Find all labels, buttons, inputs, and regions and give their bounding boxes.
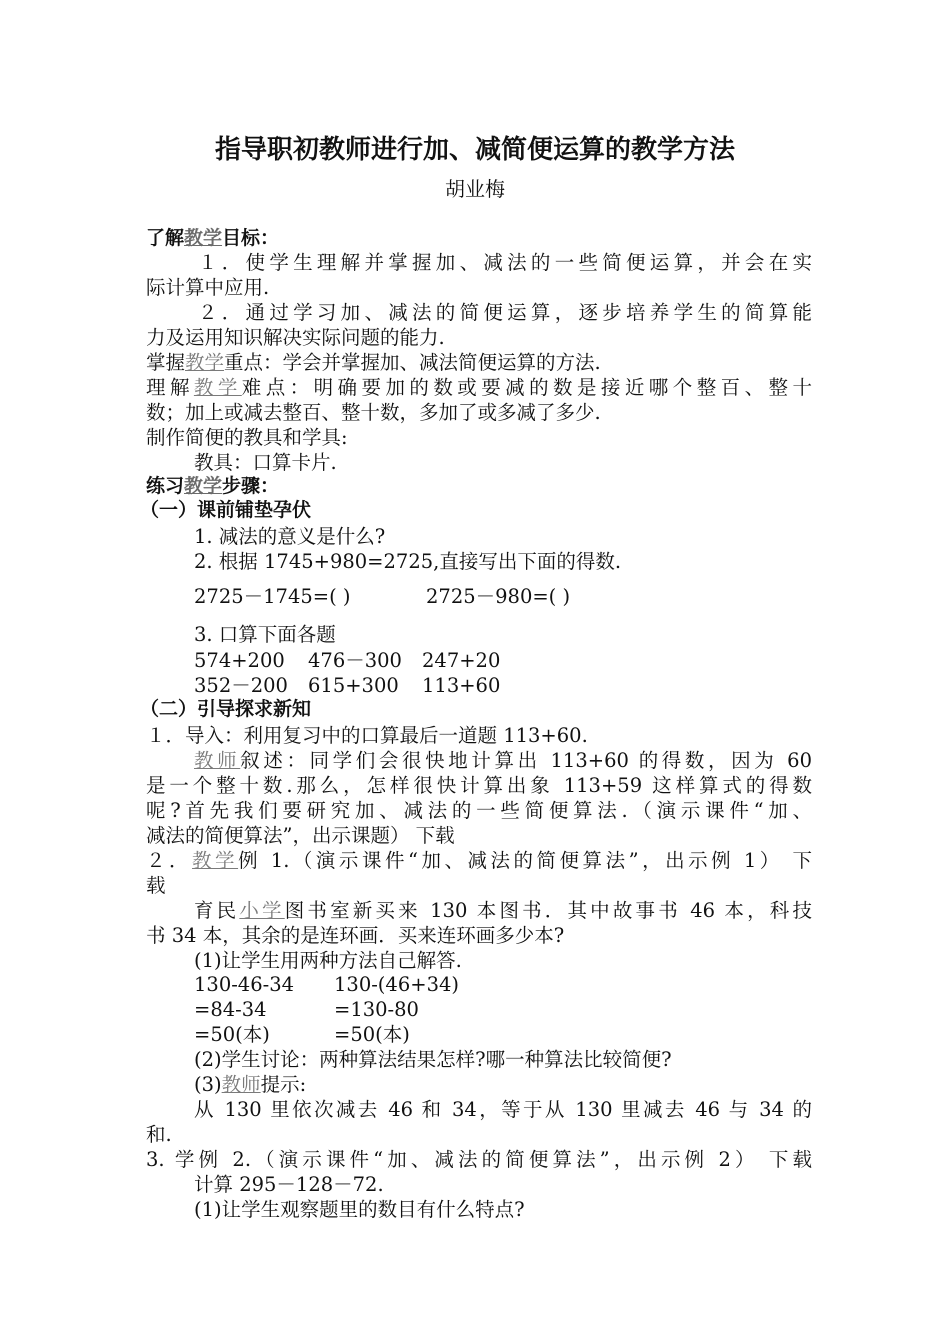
equation-1: 2725－1745=( ) [194,585,351,608]
example-2-step-1: (1)让学生观察题里的数目有什么特点? [194,1198,525,1221]
objectives-suffix: 目标： [222,227,280,249]
objectives-heading [146,226,812,251]
step-2-line: (2)学生讨论：两种算法结果怎样?哪一种算法比较简便? [194,1048,672,1071]
oral-item: 615+300 [308,674,399,697]
teaching-link[interactable]: 教学 [192,849,239,872]
step-1-line: (1)让学生用两种方法自己解答. [194,949,462,972]
oral-item: 247+20 [422,649,501,672]
oral-item: 574+200 [194,649,285,672]
intro-line: １．导入：利用复习中的口算最后一道题 113+60. [146,724,588,747]
teacher-link[interactable]: 教师 [221,1073,261,1096]
calc-method-b: =130-80 [334,998,419,1021]
calc-row-1 [194,972,812,997]
hint-line-2: 和. [146,1123,172,1146]
section-1-heading: （一）课前铺垫孕伏 [140,499,312,521]
section-1-question-1: 1. 减法的意义是什么? [194,525,386,548]
difficulty-text: 难点：明确要加的数或要减的数是接近哪个整百、整十 [241,376,812,399]
example-2-line: 3. 学例 2.（演示课件“加、减法的简便算法”，出示例 2） 下载 [146,1148,812,1171]
objective-2-line-1: ２．通过学习加、减法的简便运算，逐步培养学生的简算能 [198,301,812,324]
difficulty-line-1 [146,375,812,400]
objective-1-line-1: １．使学生理解并掌握加、减法的一些简便运算，并会在实 [198,251,812,274]
teacher-narration-line-1 [194,748,812,773]
example-1-line-2: 载 [146,874,166,897]
section-1-question-3: 3. 口算下面各题 [194,623,336,646]
example-1-prefix: ２． [146,849,193,872]
example-2-problem: 计算 295－128－72. [194,1173,384,1196]
difficulty-line-2: 数；加上或减去整百、整十数，多加了或多减了多少. [146,401,601,424]
step-3-line [194,1072,812,1097]
teacher-narration-line-2: 是一个整十数.那么，怎样很快计算出象 113+59 这样算式的得数 [146,774,812,797]
teaching-link[interactable]: 教学 [184,475,223,497]
teaching-link[interactable]: 教学 [185,351,225,374]
teacher-link[interactable]: 教师 [194,749,241,772]
oral-item: 352－200 [194,674,288,697]
calc-method-a: 130-46-34 [194,973,295,996]
calc-method-b: =50(本) [334,1023,410,1046]
example-1-line-1 [146,848,812,873]
hint-prefix: (3) [194,1073,222,1096]
section-1-question-2: 2. 根据 1745+980=2725,直接写出下面的得数. [194,550,622,573]
calc-method-b: 130-(46+34) [334,973,459,996]
key-point [146,350,812,375]
steps-suffix: 步骤： [222,475,280,497]
objective-2-line-2: 力及运用知识解决实际问题的能力. [146,326,445,349]
steps-heading [146,474,812,499]
story-prefix: 育民 [194,899,240,922]
equation-row [194,584,812,609]
teacher-narration-text: 叙述：同学们会很快地计算出 113+60 的得数，因为 60 [240,749,812,772]
story-line-1 [194,898,812,923]
primary-school-link[interactable]: 小学 [239,899,285,922]
materials-line: 制作简便的教具和学具: [146,426,348,449]
author-name: 胡业梅 [445,177,505,201]
document-title: 指导职初教师进行加、减简便运算的教学方法 [214,135,735,165]
calc-method-a: =84-34 [194,998,267,1021]
key-text: 重点：学会并掌握加、减法简便运算的方法. [224,351,601,374]
teacher-narration-line-3: 呢?首先我们要研究加、减法的一些简便算法.（演示课件“加、 [146,799,812,822]
story-line-2: 书 34 本，其余的是连环画．买来连环画多少本? [146,924,565,947]
calc-method-a: =50(本) [194,1023,270,1046]
oral-item: 113+60 [422,674,501,697]
objective-1-line-2: 际计算中应用. [146,276,270,299]
steps-prefix: 练习 [146,475,185,497]
equation-2: 2725－980=( ) [426,585,571,608]
difficulty-prefix: 理解 [146,376,194,399]
oral-item: 476－300 [308,649,402,672]
example-1-text: 例 1.（演示课件“加、减法的简便算法”，出示例 1） 下 [238,849,812,872]
section-2-heading: （二）引导探求新知 [140,698,312,720]
hint-suffix: 提示: [260,1073,307,1096]
calc-row-2 [194,997,812,1022]
key-prefix: 掌握 [146,351,186,374]
story-text: 图书室新买来 130 本图书．其中故事书 46 本，科技 [284,899,812,922]
teacher-narration-line-4: 减法的简便算法”，出示课题） 下载 [146,824,455,847]
teaching-link[interactable]: 教学 [184,227,223,249]
hint-line-1: 从 130 里依次减去 46 和 34，等于从 130 里减去 46 与 34 的 [194,1098,812,1121]
oral-row-2 [194,673,812,698]
teaching-link[interactable]: 教学 [193,376,242,399]
objectives-prefix: 了解 [146,227,185,249]
calc-row-3 [194,1022,812,1047]
teaching-aids-line: 教具：口算卡片. [194,451,337,474]
oral-row-1 [194,648,812,673]
